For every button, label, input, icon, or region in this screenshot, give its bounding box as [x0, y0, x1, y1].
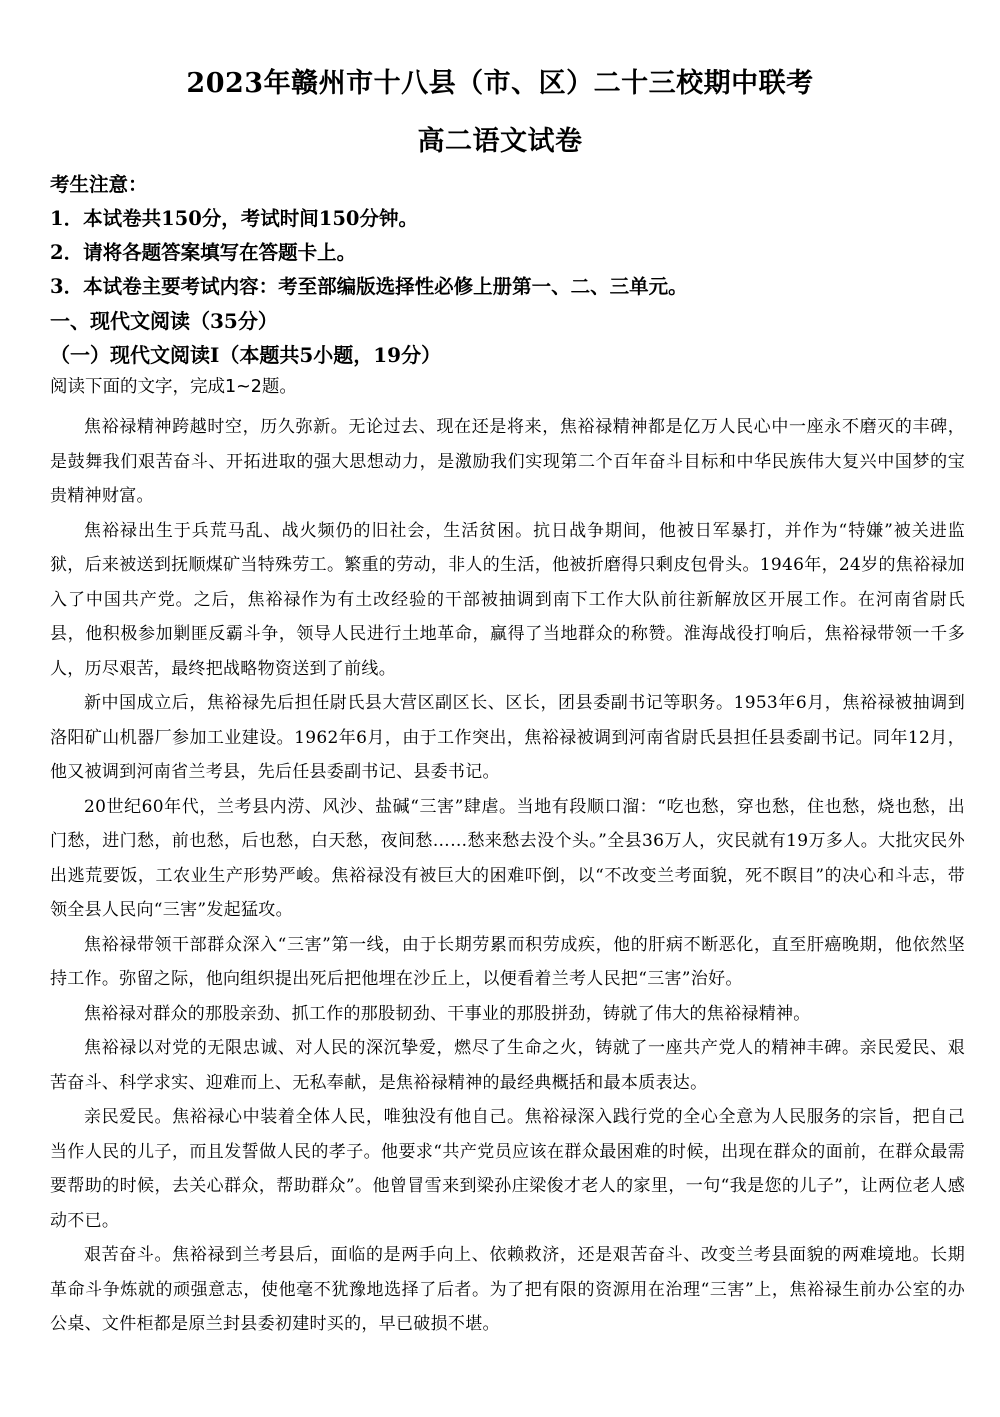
notice-item: 1．本试卷共150分，考试时间150分钟。 [50, 207, 418, 230]
passage-paragraph: 新中国成立后，焦裕禄先后担任尉氏县大营区副区长、区长，团县委副书记等职务。1953年6月，焦裕禄被抽调到洛阳矿山机器厂参加工业建设。1962年6月，由于工作突出，焦裕禄被调到河南省尉氏县担任县委副书记。同年12月，他又被调到河南省兰考县，先后任县委副书记、县委书记。 [50, 693, 965, 782]
passage-paragraph: 焦裕禄带领干部群众深入“三害”第一线，由于长期劳累而积劳成疾，他的肝病不断恶化，直至肝癌晚期，他依然坚持工作。弥留之际，他向组织提出死后把他埋在沙丘上，以便看着兰考人民把“三害”治好。 [50, 934, 965, 989]
passage-paragraph: 艰苦奋斗。焦裕禄到兰考县后，面临的是两手向上、依赖救济，还是艰苦奋斗、改变兰考县面貌的两难境地。长期革命斗争炼就的顽强意志，使他毫不犹豫地选择了后者。为了把有限的资源用在治理“三害”上，焦裕禄生前办公室的办公桌、文件柜都是原兰封县委初建时买的，早已破损不堪。 [50, 1245, 965, 1334]
section-heading: 一、现代文阅读（35分） [50, 309, 278, 333]
subsection-heading: （一）现代文阅读Ⅰ（本题共5小题，19分） [50, 343, 442, 367]
notice-item: 3．本试卷主要考试内容：考至部编版选择性必修上册第一、二、三单元。 [50, 275, 688, 298]
passage-paragraph: 焦裕禄精神跨越时空，历久弥新。无论过去、现在还是将来，焦裕禄精神都是亿万人民心中一座永不磨灭的丰碑，是鼓舞我们艰苦奋斗、开拓进取的强大思想动力，是激励我们实现第二个百年奋斗目标和中华民族伟大复兴中国梦的宝贵精神财富。 [50, 417, 965, 506]
exam-title: 2023年赣州市十八县（市、区）二十三校期中联考 [186, 68, 814, 99]
passage-paragraph: 焦裕禄以对党的无限忠诚、对人民的深沉挚爱，燃尽了生命之火，铸就了一座共产党人的精神丰碑。亲民爱民、艰苦奋斗、科学求实、迎难而上、无私奉献，是焦裕禄精神的最经典概括和最本质表达。 [50, 1038, 965, 1093]
exam-subtitle: 高二语文试卷 [417, 126, 583, 157]
passage-paragraph: 焦裕禄对群众的那股亲劲、抓工作的那股韧劲、干事业的那股拼劲，铸就了伟大的焦裕禄精神。 [84, 1003, 811, 1024]
passage-paragraph: 20世纪60年代，兰考县内涝、风沙、盐碱“三害”肆虐。当地有段顺口溜：“吃也愁，穿也愁，住也愁，烧也愁，出门愁，进门愁，前也愁，后也愁，白天愁，夜间愁……愁来愁去没个头。”全县36万人，灾民就有19万多人。大批灾民外出逃荒要饭，工农业生产形势严峻。焦裕禄没有被巨大的困难吓倒，以“不改变兰考面貌，死不瞑目”的决心和斗志，带领全县人民向“三害”发起猛攻。 [50, 796, 965, 920]
notice-item: 2．请将各题答案填写在答题卡上。 [50, 241, 357, 264]
reading-passage [50, 410, 965, 1342]
reading-instruction: 阅读下面的文字，完成1~2题。 [50, 377, 297, 397]
passage-paragraph: 焦裕禄出生于兵荒马乱、战火频仍的旧社会，生活贫困。抗日战争期间，他被日军暴打，并作为“特嫌”被关进监狱，后来被送到抚顺煤矿当特殊劳工。繁重的劳动，非人的生活，他被折磨得只剩皮包骨头。1946年，24岁的焦裕禄加入了中国共产党。之后，焦裕禄作为有土改经验的干部被抽调到南下工作大队前往新解放区开展工作。在河南省尉氏县，他积极参加剿匪反霸斗争，领导人民进行土地革命，赢得了当地群众的称赞。淮海战役打响后，焦裕禄带领一千多人，历尽艰苦，最终把战略物资送到了前线。 [50, 520, 965, 679]
passage-paragraph: 亲民爱民。焦裕禄心中装着全体人民，唯独没有他自己。焦裕禄深入践行党的全心全意为人民服务的宗旨，把自己当作人民的儿子，而且发誓做人民的孝子。他要求“共产党员应该在群众最困难的时候，出现在群众的面前，在群众最需要帮助的时候，去关心群众，帮助群众”。他曾冒雪来到梁孙庄梁俊才老人的家里，一句“我是您的儿子”，让两位老人感动不已。 [50, 1107, 965, 1231]
notice-heading: 考生注意： [50, 173, 148, 196]
